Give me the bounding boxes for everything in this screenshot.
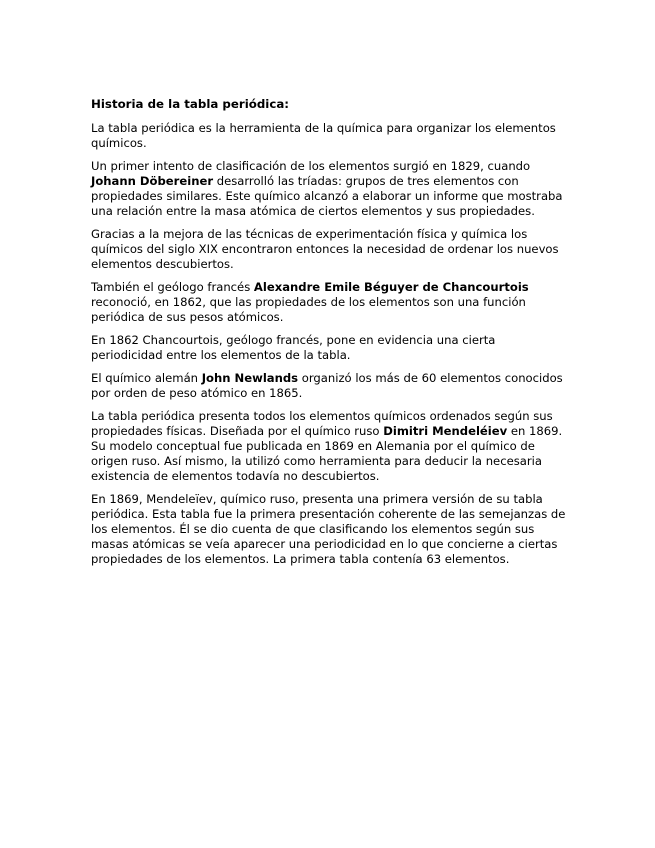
paragraph-text: La tabla periódica presenta todos los elementos químicos ordenados según sus propiedades físicas. Diseñada por el químico ruso (91, 409, 553, 438)
paragraph-text: La tabla periódica es la herramienta de la química para organizar los elementos químicos. (91, 121, 556, 150)
paragraph-text: organizó los más de 60 elementos conocidos por orden de peso atómico en 1865. (91, 371, 563, 400)
paragraph (91, 121, 569, 151)
paragraph-text: En 1869, Mendeleïev, químico ruso, presenta una primera versión de su tabla periódica. Esta tabla fue la primera presentación coherente de las semejanzas de los elementos. Él se dio cuenta de que clasificando los elementos según sus masas atómicas se veía aparecer una periodicidad en lo que concierne a ciertas propiedades de los elementos. La primera tabla contenía 63 elementos. (91, 492, 566, 566)
document-body (91, 121, 569, 567)
paragraph-text: Gracias a la mejora de las técnicas de experimentación física y química los químicos del siglo XIX encontraron entonces la necesidad de ordenar los nuevos elementos descubiertos. (91, 227, 559, 271)
bold-name: Dimitri Mendeléiev (383, 424, 508, 438)
bold-name: Alexandre Emile Béguyer de Chancourtois (253, 280, 529, 294)
paragraph-text: desarrolló las tríadas: grupos de tres elementos con propiedades similares. Este químico alcanzó a elaborar un informe que mostraba una relación entre la masa atómica de ciertos elementos y sus propiedades. (91, 174, 563, 218)
paragraph-text: Un primer intento de clasificación de los elementos surgió en 1829, cuando (91, 159, 531, 173)
paragraph-text: en 1869. Su modelo conceptual fue publicada en 1869 en Alemania por el químico de origen ruso. Así mismo, la utilizó como herramienta para deducir la necesaria existencia de elementos todavía no descubiertos. (91, 424, 563, 483)
paragraph (91, 333, 569, 363)
paragraph (91, 492, 569, 567)
bold-name: John Newlands (201, 371, 299, 385)
paragraph (91, 280, 569, 325)
document-page (91, 97, 569, 575)
document-title: Historia de la tabla periódica: (91, 97, 290, 111)
paragraph (91, 409, 569, 484)
paragraph-text: En 1862 Chancourtois, geólogo francés, pone en evidencia una cierta periodicidad entre los elementos de la tabla. (91, 333, 496, 362)
bold-name: Johann Döbereiner (91, 174, 214, 188)
paragraph-text: También el geólogo francés (91, 280, 254, 294)
paragraph-text: El químico alemán (91, 371, 202, 385)
paragraph (91, 227, 569, 272)
paragraph (91, 371, 569, 401)
paragraph-text: reconoció, en 1862, que las propiedades de los elementos son una función periódica de sus pesos atómicos. (91, 295, 526, 324)
paragraph (91, 159, 569, 219)
